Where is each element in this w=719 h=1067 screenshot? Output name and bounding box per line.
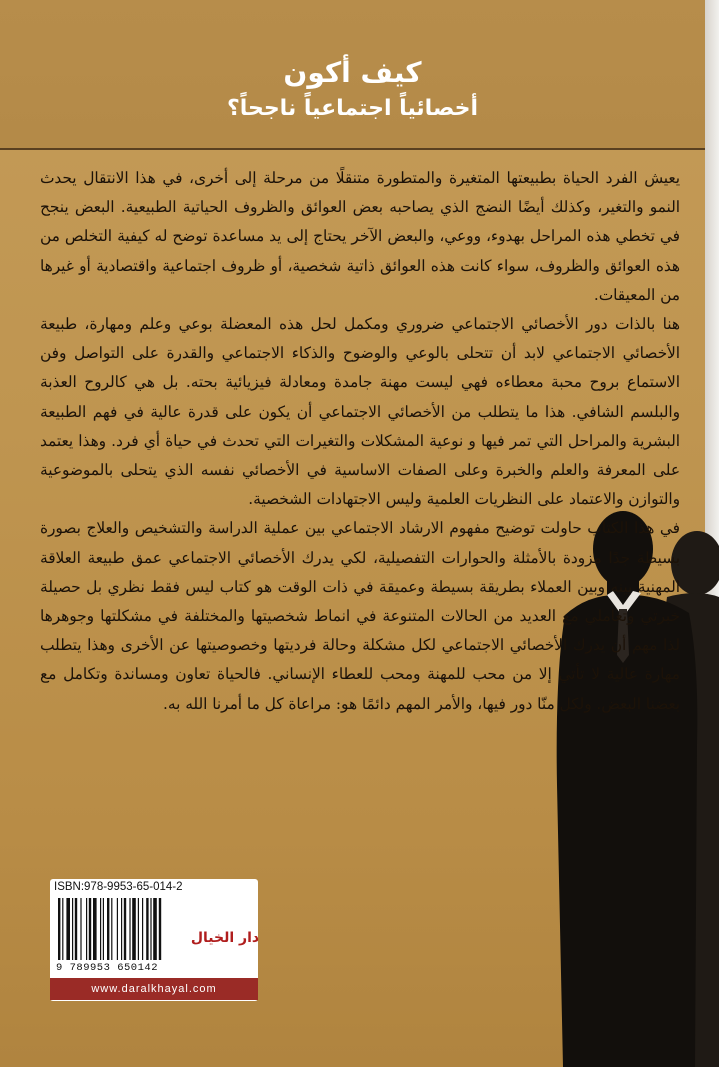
isbn-label: ISBN:978-9953-65-014-2 (54, 881, 183, 893)
publisher-logo-text: دار الخيال (190, 930, 260, 946)
blurb-paragraph-3: في هذا الكتاب حاولت توضيح مفهوم الارشاد الاجتماعي بين عملية الدراسة والتشخيص والعلاج بصورة بسيطة جدًا مزودة بالأمثلة والحوارات التفصيلية، لكي يدرك الأخصائي الاجتماعي عمق طبيعة العلاقة المهنية بينه وبين العملاء بطريقة بسيطة وعميقة في ذات الوقت هو كتاب ليس فقط نظري بل حصيلة خبرتي وتعاملي مع العديد من الحالات المتنوعة في انماط شخصيتها والمختلفة في مشكلتها وجوهرها لذا مهم أن يدرك الأخصائي الاجتماعي لكل مشكلة وحالة فرديتها وخصوصيتها عن الأخرى وهذا يتطلب مهارة عالية لا تأتي إلا من محب للمهنة ومحب للعطاء الإنساني. فالحياة تعاون ومساندة وتكامل مع بعضنا البعض. ولكل منّا دور فيها، والأمر المهم دائمًا هو: مراعاة كل ما أمرنا الله به. (40, 519, 680, 713)
blurb-text (40, 164, 680, 719)
publisher-logo (190, 918, 260, 954)
title-line-2: أخصائياً اجتماعياً ناجحاً؟ (226, 96, 479, 121)
blurb-paragraph-1: يعيش الفرد الحياة بطبيعتها المتغيرة والمتطورة متنقلًا من مرحلة إلى أخرى، في هذا الانتقال يحدث النمو والتغير، وكذلك أيضًا النضج الذي يصاحبه بعض العوائق والظروف الحياتية الطبيعية. البعض ينجح في تخطي هذه المراحل بهدوء، ووعي، والبعض الآخر يحتاج إلى يد مساعدة توضح له كيفية التخلص من هذه العوائق والظروف، سواء كانت هذه العوائق ذاتية شخصية، أو ظروف اجتماعية واقتصادية أو غيرها من المعيقات. (40, 169, 680, 304)
publisher-website: www.daralkhayal.com (50, 978, 258, 1000)
barcode-icon (56, 898, 198, 960)
title-line-1: كيف أكون (283, 56, 422, 89)
barcode-number: 9 789953 650142 (56, 962, 159, 974)
header-divider (0, 148, 705, 150)
blurb-paragraph-2: هنا بالذات دور الأخصائي الاجتماعي ضروري ومكمل لحل هذه المعضلة بوعي وعلم ومهارة، طبيعة الأخصائي الاجتماعي لابد أن تتحلى بالوعي والوضوح والذكاء الاجتماعي والقدرة على التواصل وفن الاستماع بروح محبة معطاءه فهي ليست مهنة جامدة ومعادلة فيزيائية بحته. بل هي كالروح العذبة والبلسم الشافي. هذا ما يتطلب من الأخصائي الاجتماعي أن يكون على قدرة عالية في فهم الطبيعة البشرية والمراحل التي تمر فيها و نوعية المشكلات والتغيرات التي تحدث في حياة أي فرد. وهذا يعتمد على المعرفة والعلم والخبرة وعلى الصفات الاساسية في الأخصائي نفسه الذي يتحلى بالموضوعية والتوازن والاعتماد على النظريات العلمية وليس الاجتهادات الشخصية. (40, 315, 680, 509)
